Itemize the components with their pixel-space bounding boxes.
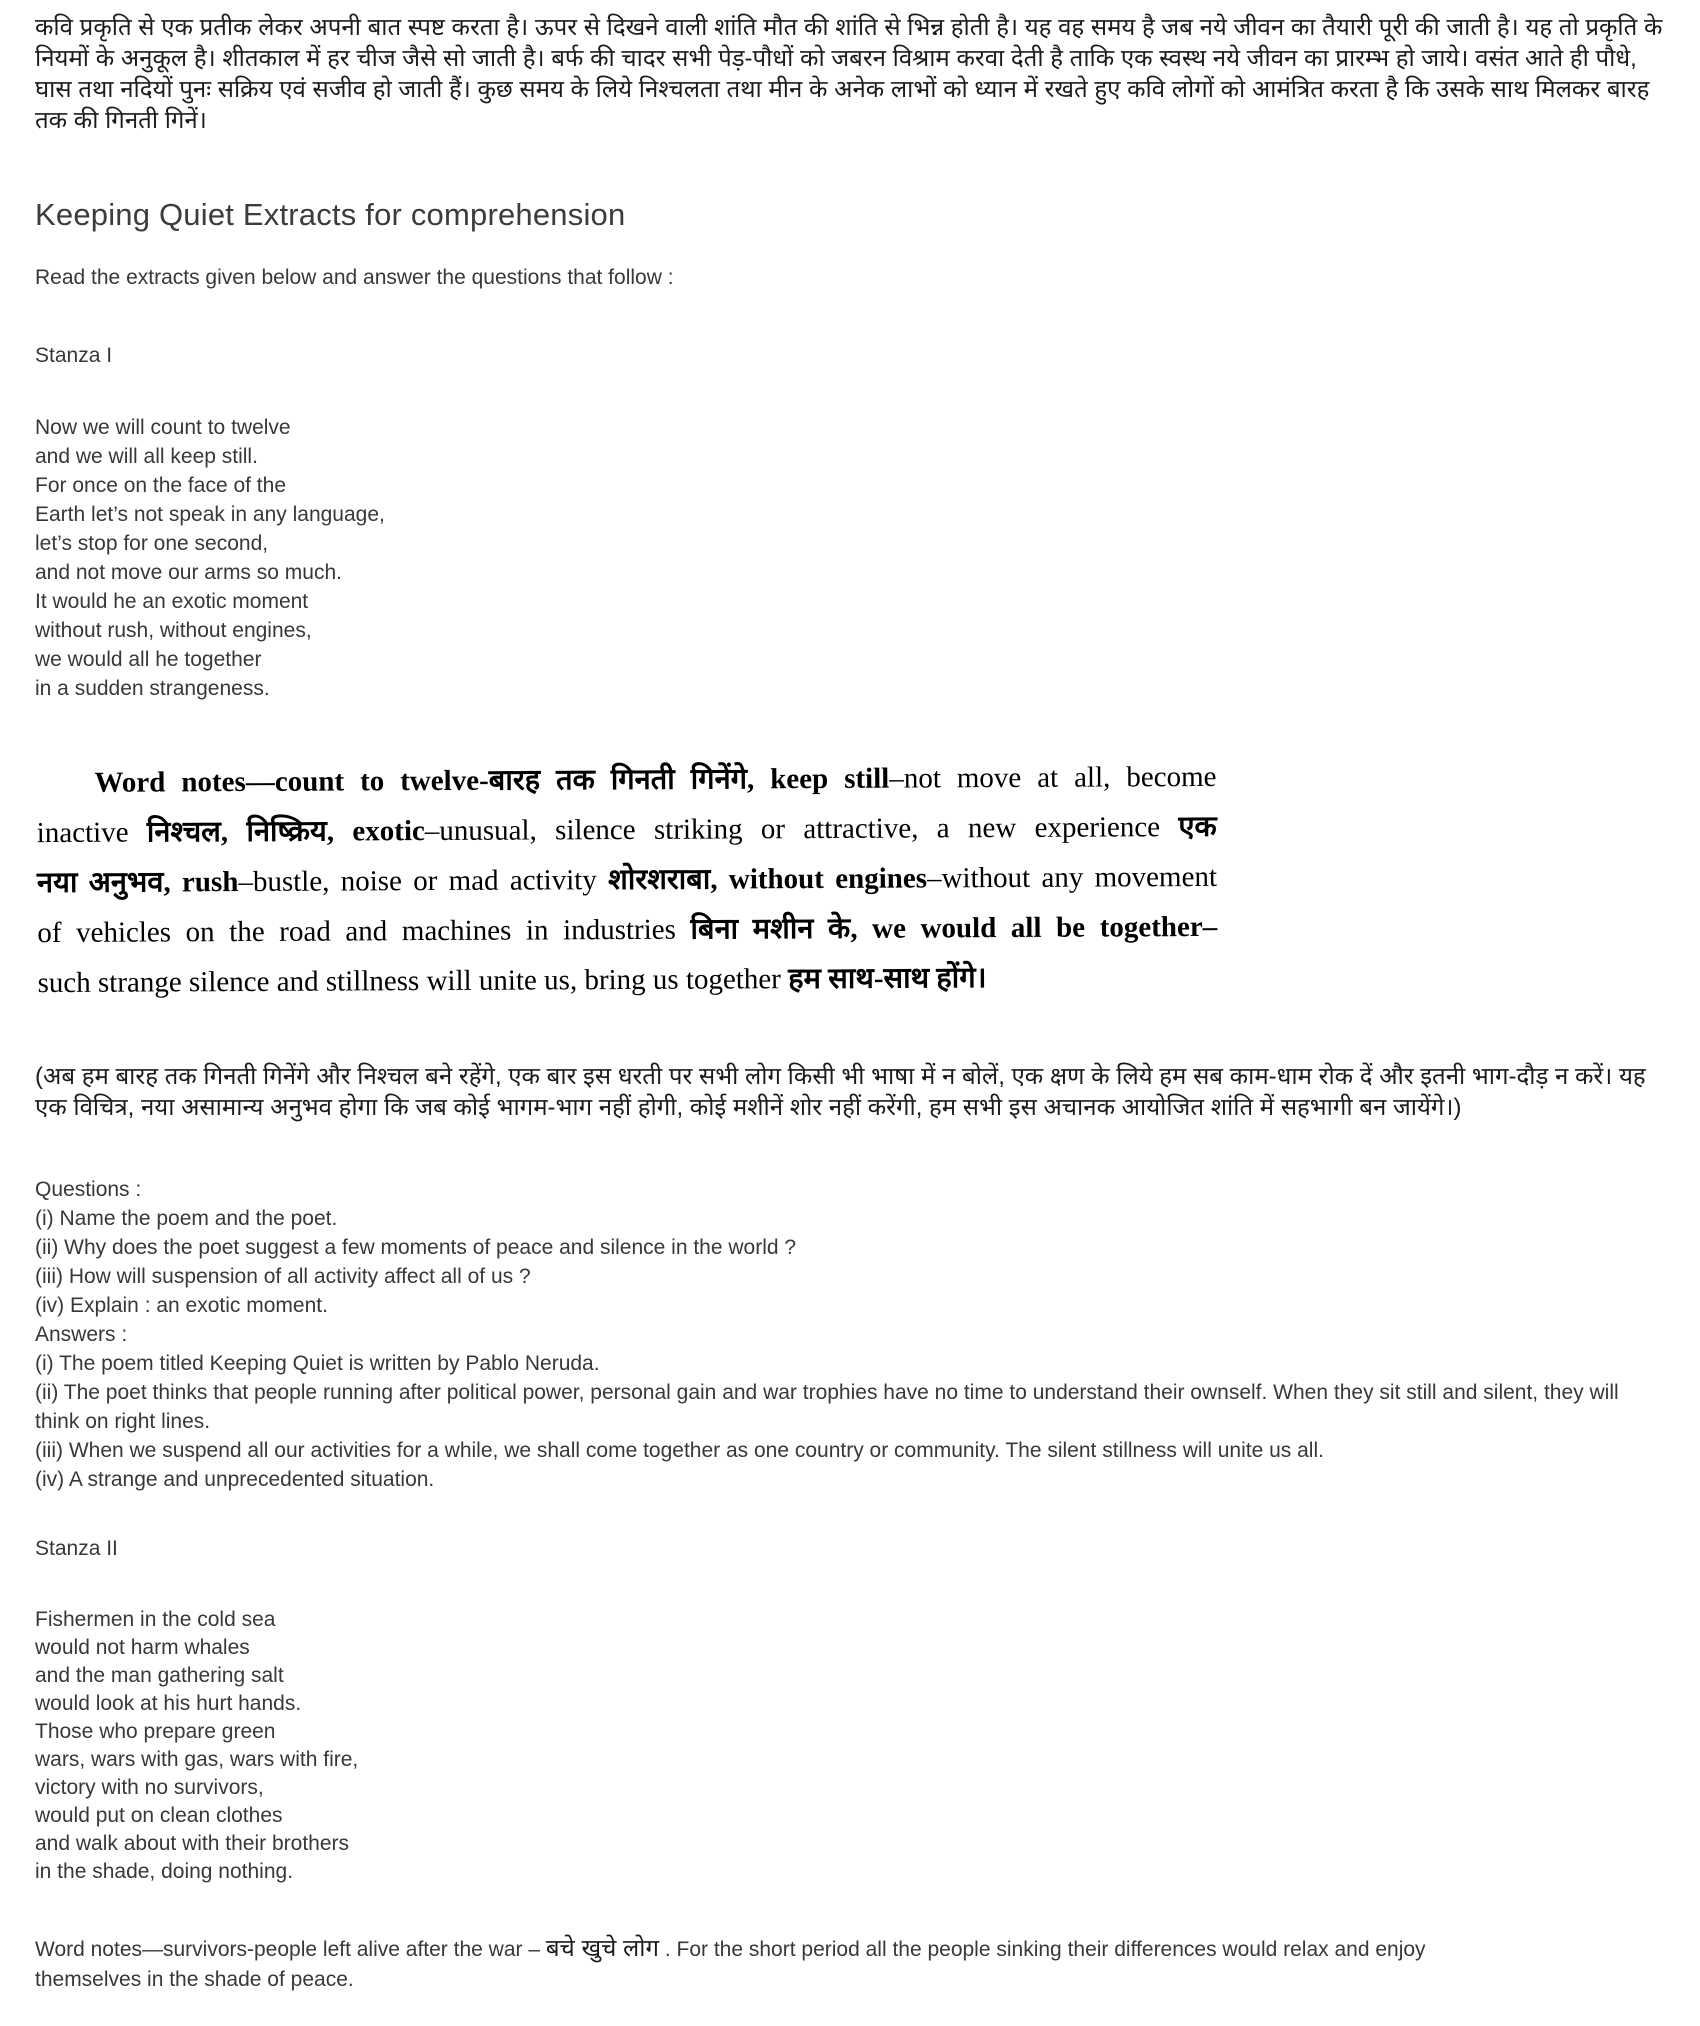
word-notes-hindi-segment: बचे खुचे लोग <box>545 1935 659 1962</box>
poem-line: and the man gathering salt <box>35 1664 284 1687</box>
word-notes-segment: नया अनुभव, <box>36 866 183 900</box>
word-notes-segment: of vehicles on the road and machines in industries <box>37 913 691 950</box>
poem-line: Those who prepare green <box>35 1720 276 1743</box>
word-notes-segment: –not move at all, become <box>889 760 1217 795</box>
word-notes-segment: निश्चल, निष्क्रिय, <box>146 815 353 849</box>
word-notes-line <box>37 852 1217 908</box>
poem-line: in a sudden strangeness. <box>35 677 270 700</box>
word-notes-segment: हम साथ-साथ होंगे। <box>788 962 987 996</box>
answers-label: Answers : <box>35 1323 128 1346</box>
poem-line: It would he an exotic moment <box>35 590 309 613</box>
word-notes-line <box>37 952 1217 1008</box>
answer-item: (iii) When we suspend all our activities for a while, we shall come together as one country or community. The silent stillness will unite us all. <box>35 1439 1324 1462</box>
poem-line: and walk about with their brothers <box>35 1832 350 1855</box>
word-notes-segment: such strange silence and stillness will unite us, bring us together <box>37 963 789 1000</box>
poem-line: let’s stop for one second, <box>35 532 269 555</box>
poem-line: Earth let’s not speak in any language, <box>35 503 385 526</box>
poem-line: and not move our arms so much. <box>35 561 342 584</box>
word-notes-segment: –bustle, noise or mad activity <box>238 864 609 899</box>
questions-label: Questions : <box>35 1178 142 1201</box>
stanza1-label: Stanza I <box>35 344 113 367</box>
question-item: (i) Name the poem and the poet. <box>35 1207 338 1230</box>
hindi-paraphrase-paragraph: (अब हम बारह तक गिनती गिनेंगे और निश्चल बने रहेंगे, एक बार इस धरती पर सभी लोग किसी भी भाषा में न बोलें, एक क्षण के लिये हम सब काम-धाम रोक दें और इतनी भाग-दौड़ न करें। यह एक विचित्र, नया असामान्य अनुभव होगा कि जब कोई भागम-भाग नहीं होगी, कोई मशीनें शोर नहीं करेंगी, हम सभी इस अचानक आयोजित शांति में सहभागी बन जायेंगे।) <box>35 1063 1646 1121</box>
intro-hindi-paragraph: कवि प्रकृति से एक प्रतीक लेकर अपनी बात स्पष्ट करता है। ऊपर से दिखने वाली शांति मौत की शांति से भिन्न होती है। यह वह समय है जब नये जीवन का तैयारी पूरी की जाती है। यह तो प्रकृति के नियमों के अनुकूल है। शीतकाल में हर चीज जैसे सो जाती है। बर्फ की चादर सभी पेड़-पौधों को जबरन विश्राम करवा देती है ताकि एक स्वस्थ नये जीवन का प्रारम्भ हो जाये। वसंत आते ही पौधे, घास तथा नदियों पुनः सक्रिय एवं सजीव हो जाती हैं। कुछ समय के लिये निश्चलता तथा मीन के अनेक लाभों को ध्यान में रखते हुए कवि लोगों को आमंत्रित करता है कि उसके साथ मिलकर बारह तक की गिनती गिनें। <box>35 14 1663 134</box>
poem-line: without rush, without engines, <box>35 619 312 642</box>
word-notes-segment: . For the short period all the people sinking their differences would relax and enjoy themselves in the shade of peace. <box>35 1938 1426 1991</box>
answer-item: (ii) The poet thinks that people running after political power, personal gain and war trophies have no time to understand their ownself. When they sit still and silent, they will think on right lines. <box>35 1381 1619 1433</box>
poem-line: Fishermen in the cold sea <box>35 1608 276 1631</box>
word-notes-segment: inactive <box>36 816 147 850</box>
word-notes-segment: शोरशराबा, <box>607 863 729 897</box>
word-notes-scan-block <box>36 752 1217 1008</box>
instruction-text: Read the extracts given below and answer the questions that follow : <box>35 266 674 289</box>
word-notes-stanza2 <box>35 1934 1535 1995</box>
question-item: (ii) Why does the poet suggest a few moments of peace and silence in the world ? <box>35 1236 797 1259</box>
question-item: (iv) Explain : an exotic moment. <box>35 1294 328 1317</box>
word-notes-segment: rush <box>181 866 239 899</box>
poem-line: and we will all keep still. <box>35 445 258 468</box>
stanza2-label: Stanza II <box>35 1537 118 1560</box>
page-title: Keeping Quiet Extracts for comprehension <box>35 197 626 232</box>
question-item: (iii) How will suspension of all activity affect all of us ? <box>35 1265 531 1288</box>
questions-answers-block <box>35 1175 1665 1494</box>
poem-line: Now we will count to twelve <box>35 416 291 439</box>
poem-line: would look at his hurt hands. <box>35 1692 302 1715</box>
word-notes-segment: Word notes—count to twelve- <box>94 764 489 799</box>
word-notes-segment: exotic <box>352 815 425 848</box>
poem-line: would put on clean clothes <box>35 1804 283 1827</box>
word-notes-segment: –unusual, silence striking or attractive, a new experience <box>424 811 1179 848</box>
word-notes-segment: एक <box>1178 810 1217 844</box>
stanza1-poem <box>35 413 1665 703</box>
word-notes-segment: बिना मशीन के, <box>690 912 873 946</box>
answer-item: (iv) A strange and unprecedented situation. <box>35 1468 435 1491</box>
answer-item: (i) The poem titled Keeping Quiet is written by Pablo Neruda. <box>35 1352 600 1375</box>
stanza2-poem <box>35 1606 1665 1886</box>
poem-line: in the shade, doing nothing. <box>35 1860 294 1883</box>
poem-line: wars, wars with gas, wars with fire, <box>35 1748 359 1771</box>
word-notes-segment: without engines <box>728 862 928 896</box>
poem-line: we would all he together <box>35 648 262 671</box>
word-notes-segment: keep still <box>770 762 890 796</box>
poem-line: For once on the face of the <box>35 474 286 497</box>
poem-line: would not harm whales <box>35 1636 250 1659</box>
word-notes-segment: we would all be together– <box>872 910 1218 945</box>
word-notes-segment: बारह तक गिनती गिनेंगे, <box>488 763 771 797</box>
word-notes-line <box>36 752 1216 808</box>
word-notes-segment: –without any movement <box>926 860 1218 895</box>
word-notes-line <box>37 902 1217 958</box>
poem-line: victory with no survivors, <box>35 1776 264 1799</box>
word-notes-segment: Word notes—survivors-people left alive after the war – <box>35 1938 546 1961</box>
word-notes-line <box>37 802 1217 858</box>
